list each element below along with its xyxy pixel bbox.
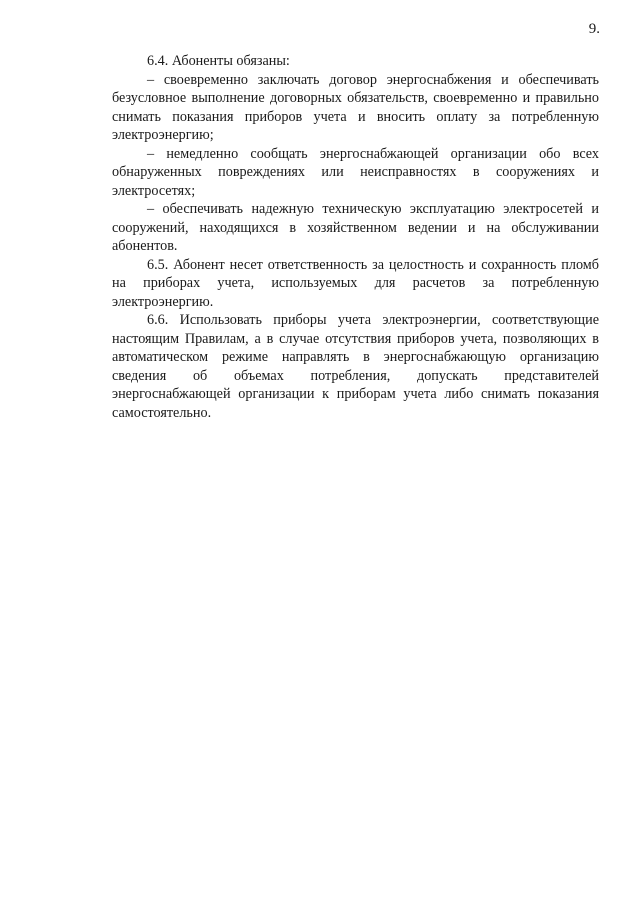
document-body (112, 52, 599, 422)
obligation-maintenance: – обеспечивать надежную техническую эксплуатацию электросетей и сооружений, находящихся в хозяйственном ведении и на обслуживании абонентов. (112, 201, 599, 254)
clause-6-5: 6.5. Абонент несет ответственность за целостность и сохранность пломб на приборах учета, используемых для расчетов за потребленную электроэнергию. (112, 256, 599, 310)
page-number: 9. (588, 21, 600, 37)
obligation-report-damage: – немедленно сообщать энергоснабжающей организации обо всех обнаруженных повреждениях или неисправностях в сооружениях и электросетях; (112, 145, 599, 199)
obligation-contract-payment: – своевременно заключать договор энергоснабжения и обеспечивать безусловное выполнение договорных обязательств, своевременно и правильно снимать показания приборов учета и вносить оплату за потребленную электроэнергию; (112, 71, 599, 143)
clause-6-6: 6.6. Использовать приборы учета электроэнергии, соответствующие настоящим Правилам, а в случае отсутствия приборов учета, позволяющих в автоматическом режиме направлять в энергоснабжающую организацию сведения об объемах потребления, допускать представителей энергоснабжающей организации к приборам учета либо снимать показания самостоятельно. (112, 312, 599, 421)
clause-6-4-heading: 6.4. Абоненты обязаны: (147, 53, 290, 69)
